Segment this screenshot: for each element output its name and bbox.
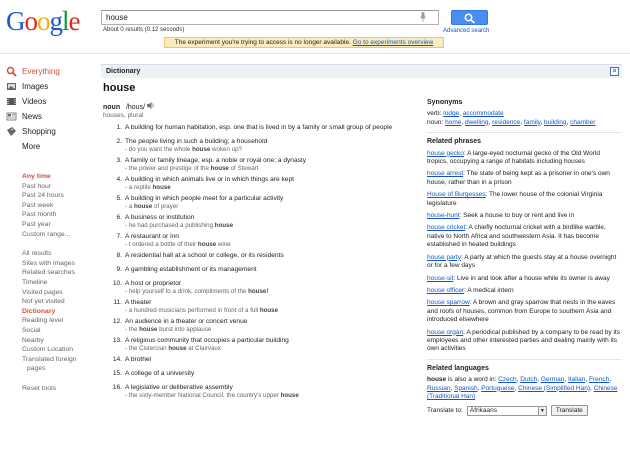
logo-letter: l: [62, 6, 69, 36]
related-phrase: [427, 287, 621, 295]
filter-past-hour[interactable]: Past hour: [22, 182, 52, 190]
language-link[interactable]: Dutch: [520, 376, 538, 384]
nav-label: Everything: [22, 67, 60, 76]
definition-text: A college of a university: [125, 370, 195, 377]
definition-item: [110, 318, 410, 337]
definition-item: [110, 384, 410, 398]
synonyms-verb: verb: lodge, accommodate: [427, 110, 504, 118]
related-phrase-desc: : A chiefly nocturnal cricket with a birdlike warble, native to North Africa and southwestern Asia. It has become established in heated buildings: [427, 224, 606, 249]
translate-selected-language: Afrikaans: [469, 406, 497, 414]
synonym-link[interactable]: dwelling: [464, 118, 489, 126]
definition-example: - a reptile house: [125, 184, 171, 191]
filter-past-year[interactable]: Past year: [22, 220, 51, 228]
translate-language-select[interactable]: [467, 406, 547, 416]
related-phrase: [427, 150, 621, 167]
definition-item: [110, 252, 410, 266]
related-phrase-link[interactable]: house-hunt: [427, 212, 460, 220]
microphone-icon[interactable]: [420, 12, 426, 23]
synonyms-noun: noun: home, dwelling, residence, family, building, chamber: [427, 118, 596, 126]
synonyms-title: Synonyms: [427, 99, 463, 106]
definition-text: A building in which people meet for a particular activity: [125, 195, 284, 202]
definition-text: A residential hall at a school or college, or its residents: [125, 252, 284, 259]
language-link[interactable]: Italian: [567, 376, 586, 384]
definition-text: A host or proprietor: [125, 280, 182, 287]
languages-intro-word: house: [427, 376, 447, 384]
language-link[interactable]: Chinese (Simplified Han): [518, 384, 590, 392]
related-phrase-link[interactable]: house party: [427, 253, 461, 261]
dictionary-word: house: [103, 82, 136, 94]
header-divider: [0, 53, 630, 54]
logo-letter: o: [24, 6, 37, 36]
related-phrases-section: [427, 132, 621, 354]
synonym-link[interactable]: lodge: [443, 110, 460, 118]
plural-forms: houses, plural: [103, 112, 144, 119]
synonym-link[interactable]: chamber: [570, 118, 596, 126]
definition-text: A building for human habitation, esp. one that is lived in by a family or small group of people: [125, 124, 393, 131]
languages-intro-text: is also a word in:: [446, 376, 499, 384]
nav-item-images[interactable]: [6, 79, 91, 94]
definition-number: 8.: [116, 252, 122, 259]
related-phrase-desc: : Live in and look after a house while its owner is away: [453, 274, 610, 282]
related-phrase-link[interactable]: house-sit: [427, 274, 454, 282]
synonyms-noun-label: noun:: [427, 118, 444, 126]
definition-item: [110, 138, 410, 157]
definition-item: [110, 195, 410, 214]
definition-text: A building in which animals live or in which things are kept: [125, 176, 294, 183]
search-input[interactable]: [101, 10, 439, 25]
related-phrase-link[interactable]: house arrest: [427, 170, 464, 178]
definition-text: An audience in a theater or concert venue: [125, 318, 248, 325]
definition-example: - a hundred musicians performed in front of a full house: [125, 307, 279, 314]
definition-text: A gambling establishment or its management: [125, 266, 257, 273]
right-panel: [427, 99, 621, 416]
related-phrase-desc: : A periodical published by a company to be read by its employees and other interested parties and dealing mainly with its own activities: [427, 328, 620, 353]
definition-text: A brothel: [125, 356, 152, 363]
definition-item: [110, 124, 410, 138]
filter-not-yet-visited[interactable]: Not yet visited: [22, 298, 65, 306]
filter-past-week[interactable]: Past week: [22, 201, 54, 209]
related-phrase-desc: : A brown and gray sparrow that nests in the eaves and roofs of houses, common from Europe to southern Asia and introduced elsewhere: [427, 299, 616, 324]
definition-text: A family or family lineage, esp. a noble or royal one; a dynasty: [125, 157, 307, 164]
related-phrase-link[interactable]: house officer: [427, 286, 465, 294]
experiment-notice: [164, 37, 444, 48]
videos-icon: [6, 96, 17, 107]
related-phrase: [427, 191, 621, 208]
translate-label: Translate to:: [427, 406, 463, 414]
related-phrase-link[interactable]: house organ: [427, 328, 464, 336]
definition-number: 12.: [112, 318, 122, 325]
dictionary-title: Dictionary: [106, 68, 141, 75]
definition-item: [110, 176, 410, 195]
definition-number: 2.: [116, 138, 122, 145]
filter-custom-range[interactable]: Custom range...: [22, 230, 71, 238]
related-phrase-desc: : Seek a house to buy or rent and live in: [459, 212, 575, 220]
google-logo[interactable]: [6, 8, 80, 34]
nav-item-videos[interactable]: [6, 94, 91, 109]
language-link[interactable]: Russian: [427, 384, 451, 392]
definition-number: 1.: [116, 124, 122, 131]
related-phrase-link[interactable]: house sparrow: [427, 299, 470, 307]
language-link[interactable]: Portuguese: [481, 384, 515, 392]
definitions-list: [110, 124, 410, 398]
filter-timeline[interactable]: Timeline: [22, 278, 48, 286]
definition-text: A restaurant or inn: [125, 233, 179, 240]
definition-example: - the power and prestige of the house of Stewart: [125, 165, 259, 172]
part-of-speech: noun: [103, 104, 121, 111]
search-tools: [22, 172, 77, 393]
nav-item-shopping[interactable]: [6, 124, 91, 139]
translate-row: [427, 405, 621, 416]
related-phrase-link[interactable]: house gecko: [427, 149, 464, 157]
definition-number: 3.: [116, 157, 122, 164]
nav-item-everything[interactable]: [6, 64, 91, 79]
definition-number: 13.: [112, 337, 122, 344]
definition-item: [110, 370, 410, 384]
nav-label: Images: [22, 82, 49, 91]
filter-gap: [22, 239, 77, 249]
definition-example: - help yourself to a drink, compliments of the house!: [125, 288, 269, 295]
synonym-link[interactable]: home: [445, 118, 462, 126]
language-link[interactable]: French: [588, 376, 610, 384]
related-phrase: [427, 170, 621, 187]
nav-label: Shopping: [22, 127, 56, 136]
related-phrases-title: Related phrases: [427, 138, 482, 146]
definition-item: [110, 214, 410, 233]
synonyms-verb-label: verb:: [427, 110, 442, 118]
related-phrase-link[interactable]: house cricket: [427, 224, 466, 232]
close-icon[interactable]: ×: [610, 67, 619, 76]
definition-number: 6.: [116, 214, 122, 221]
definition-example: - the sixty-member National Council, the country's upper house: [125, 392, 299, 399]
definition-item: [110, 157, 410, 176]
filter-gap: [22, 374, 77, 384]
related-languages-list: house is also a word in: Czech, Dutch, German, Italian, French, Russian, Spanish, Portuguese, Chinese (Simplified Han), Chinese (Traditional Han): [427, 376, 618, 400]
synonym-link[interactable]: accommodate: [462, 110, 504, 118]
left-nav: [6, 64, 91, 154]
result-stats: About 0 results (0.12 seconds): [103, 27, 185, 33]
definition-number: 7.: [116, 233, 122, 240]
filter-past-month[interactable]: Past month: [22, 211, 57, 219]
definition-number: 4.: [116, 176, 122, 183]
definition-example: - the house burst into applause: [125, 326, 212, 333]
definition-text: A theater: [125, 299, 152, 306]
nav-item-more[interactable]: More: [22, 142, 41, 151]
related-phrase: [427, 224, 621, 249]
filter-related-searches[interactable]: Related searches: [22, 269, 75, 277]
related-phrase-desc: : A large-eyed nocturnal gecko of the Old World tropics, occupying a range of habitats including houses: [427, 149, 600, 166]
related-phrase: [427, 299, 621, 324]
filter-dictionary[interactable]: Dictionary: [22, 307, 56, 315]
definition-example: - a house of prayer: [125, 203, 179, 210]
filter-custom-location[interactable]: Custom Location: [22, 346, 74, 354]
filter-social[interactable]: Social: [22, 326, 41, 334]
definition-item: [110, 299, 410, 318]
advanced-search-link[interactable]: Advanced search: [443, 28, 490, 34]
logo-letter: e: [68, 6, 80, 36]
definition-example: - I ordered a bottle of their house wine: [125, 241, 231, 248]
definition-item: [110, 233, 410, 252]
definition-number: 9.: [116, 266, 122, 273]
related-phrase: [427, 329, 621, 354]
related-phrase-link[interactable]: House of Burgesses: [427, 191, 486, 199]
filter-visited-pages[interactable]: Visited pages: [22, 288, 63, 296]
filter-nearby[interactable]: Nearby: [22, 336, 44, 344]
phonetic: /hous/: [125, 104, 146, 111]
definition-text: A religious community that occupies a particular building: [125, 337, 289, 344]
filter-translated-pages[interactable]: pages: [27, 365, 46, 373]
related-phrases-list: [427, 150, 621, 354]
definition-number: 15.: [112, 370, 122, 377]
related-phrase: [427, 212, 621, 220]
magnifier-icon: [464, 13, 476, 24]
filter-sites-with-images[interactable]: Sites with images: [22, 259, 75, 267]
language-link[interactable]: Chinese (Traditional Han): [427, 384, 618, 400]
definition-item: [110, 337, 410, 356]
synonym-link[interactable]: residence: [492, 118, 521, 126]
definition-item: [110, 266, 410, 280]
related-phrase-desc: : The state of being kept as a prisoner in one's own house, rather than in a prison: [427, 170, 610, 186]
related-phrase-desc: : A medical intern: [464, 286, 514, 294]
definition-number: 5.: [116, 195, 122, 202]
filter-all-results[interactable]: All results: [22, 250, 52, 258]
related-phrase-desc: : A party at which the guests stay at a house overnight or for a few days: [427, 253, 617, 270]
language-link[interactable]: Czech: [498, 376, 517, 384]
reset-tools-link[interactable]: Reset tools: [22, 384, 57, 392]
definition-text: The people living in such a building; a household: [125, 138, 268, 145]
related-languages-section: [427, 359, 621, 417]
filter-translated-foreign[interactable]: Translated foreign: [22, 355, 77, 363]
experiments-overview-link[interactable]: Go to experiments overview: [352, 39, 434, 46]
translate-button[interactable]: Translate: [551, 405, 588, 416]
notice-text: The experiment you're trying to access is no longer available.: [174, 39, 351, 46]
chevron-down-icon: ▼: [538, 407, 546, 415]
nav-label: News: [22, 112, 43, 121]
news-icon: [6, 111, 17, 122]
related-phrase-desc: : The lower house of the colonial Virginia legislature: [427, 191, 603, 207]
filter-reading-level[interactable]: Reading level: [22, 317, 64, 325]
related-phrase: [427, 254, 621, 271]
nav-item-news[interactable]: [6, 109, 91, 124]
logo-letter: G: [6, 6, 25, 36]
definition-text: A legislative or deliberative assembly: [125, 384, 233, 391]
images-icon: [6, 81, 17, 92]
logo-letter: g: [49, 6, 62, 36]
definition-example: - do you want the whole house woken up?: [125, 146, 242, 153]
definition-text: A business or institution: [125, 214, 195, 221]
filter-past-24-hours[interactable]: Past 24 hours: [22, 192, 64, 200]
everything-icon: [6, 66, 17, 77]
shopping-icon: [6, 126, 17, 137]
definition-number: 11.: [113, 299, 122, 306]
language-link[interactable]: German: [540, 376, 565, 384]
filter-any-time[interactable]: Any time: [22, 173, 51, 180]
definition-item: [110, 356, 410, 370]
synonym-link[interactable]: building: [544, 118, 567, 126]
logo-letter: o: [37, 6, 50, 36]
definition-item: [110, 280, 410, 299]
search-button[interactable]: [451, 10, 488, 25]
speaker-icon[interactable]: [147, 104, 155, 111]
nav-label: Videos: [22, 97, 47, 106]
definition-example: - he had purchased a publishing house: [125, 222, 234, 229]
related-languages-title: Related languages: [427, 364, 489, 372]
pronunciation: [103, 102, 155, 111]
definition-number: 14.: [112, 356, 122, 363]
language-link[interactable]: Spanish: [454, 384, 478, 392]
synonym-link[interactable]: family: [523, 118, 541, 126]
definition-number: 10.: [112, 280, 122, 287]
related-phrase: [427, 275, 621, 283]
search-query: house: [106, 13, 128, 22]
definition-number: 16.: [112, 384, 122, 391]
dictionary-header: [101, 64, 622, 78]
definition-example: - the Cistercian house at Clairvaux: [125, 345, 221, 352]
